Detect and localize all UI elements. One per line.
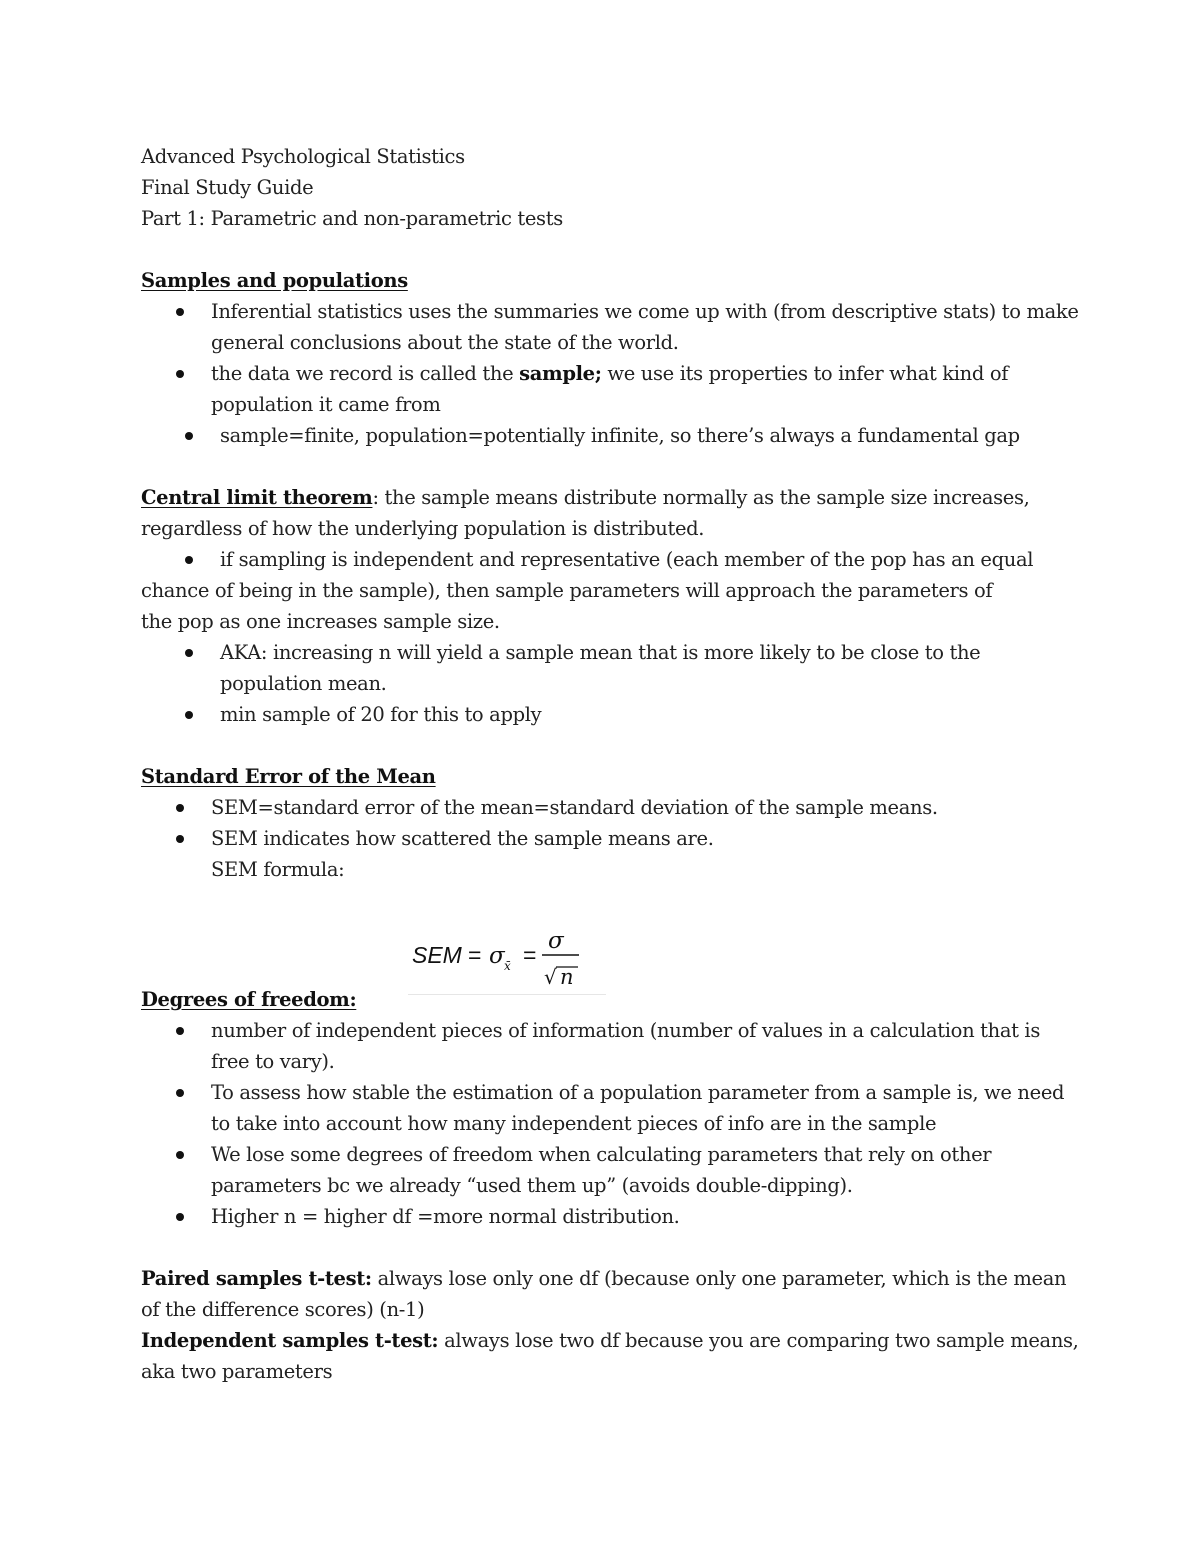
clt-bullet-1-line-3: the pop as one increases sample size. bbox=[141, 610, 500, 633]
clt-intro-rest: : the sample means distribute normally as the sample size increases, bbox=[372, 486, 1030, 509]
sp-bullet-1-line-1: Inferential statistics uses the summaries we come up with (from descriptive stats) to make bbox=[211, 300, 1079, 323]
bullet-icon bbox=[176, 1213, 184, 1221]
sem-formula-label: SEM formula: bbox=[211, 858, 345, 881]
formula-equals-2: = bbox=[523, 942, 537, 968]
bullet-icon bbox=[176, 1151, 184, 1159]
sem-bullet-2: SEM indicates how scattered the sample means are. bbox=[211, 827, 714, 850]
sp-bullet-3: sample=finite, population=potentially infinite, so there’s always a fundamental gap bbox=[220, 424, 1020, 447]
sem-bullet-1: SEM=standard error of the mean=standard deviation of the sample means. bbox=[211, 796, 938, 819]
sample-term: sample; bbox=[519, 362, 602, 385]
clt-bullet-2-line-1: AKA: increasing n will yield a sample mean that is more likely to be close to the bbox=[220, 641, 981, 664]
formula-subscript: x̄ bbox=[504, 959, 511, 973]
part-title: Part 1: Parametric and non-parametric tests bbox=[141, 207, 563, 230]
formula-lhs: SEM bbox=[412, 942, 462, 968]
df-heading: Degrees of freedom: bbox=[141, 988, 357, 1011]
df-bullet-1-line-1: number of independent pieces of information (number of values in a calculation that is bbox=[211, 1019, 1040, 1042]
bullet-icon bbox=[185, 649, 193, 657]
clt-intro-line-2: regardless of how the underlying population is distributed. bbox=[141, 517, 705, 540]
bullet-icon bbox=[176, 370, 184, 378]
sp-bullet-2-line-2: population it came from bbox=[211, 393, 441, 416]
df-bullet-1-line-2: free to vary). bbox=[211, 1050, 335, 1073]
formula-radical: √ bbox=[544, 965, 557, 989]
df-bullet-2-line-2: to take into account how many independent pieces of info are in the sample bbox=[211, 1112, 937, 1135]
clt-bullet-2-line-2: population mean. bbox=[220, 672, 387, 695]
course-title: Advanced Psychological Statistics bbox=[141, 145, 465, 168]
paired-ttest-label: Paired samples t-test: bbox=[141, 1267, 372, 1290]
independent-ttest-line-1 bbox=[141, 1325, 1079, 1356]
bullet-icon bbox=[176, 1027, 184, 1035]
bullet-icon bbox=[176, 308, 184, 316]
clt-heading: Central limit theorem bbox=[141, 486, 373, 509]
df-bullet-3-line-2: parameters bc we already “used them up” (avoids double-dipping). bbox=[211, 1174, 853, 1197]
df-bullet-4: Higher n = higher df =more normal distribution. bbox=[211, 1205, 680, 1228]
clt-bullet-1-line-1: if sampling is independent and representative (each member of the pop has an equal bbox=[220, 548, 1034, 571]
paired-ttest-text: always lose only one df (because only one parameter, which is the mean bbox=[371, 1267, 1067, 1290]
sp-bullet-1-line-2: general conclusions about the state of the world. bbox=[211, 331, 679, 354]
formula-sigma: σ bbox=[489, 943, 505, 969]
bullet-icon bbox=[185, 432, 193, 440]
independent-ttest-label: Independent samples t-test: bbox=[141, 1329, 439, 1352]
bullet-icon bbox=[176, 835, 184, 843]
bullet-icon bbox=[176, 1089, 184, 1097]
formula-numerator: σ bbox=[548, 928, 564, 954]
bullet-icon bbox=[185, 711, 193, 719]
independent-ttest-text: always lose two df because you are comparing two sample means, bbox=[438, 1329, 1079, 1352]
sp-bullet-2-pre: the data we record is called the bbox=[211, 362, 520, 385]
bullet-icon bbox=[176, 804, 184, 812]
clt-intro-line-1 bbox=[141, 482, 1029, 513]
formula-denominator: n bbox=[560, 965, 574, 989]
paired-ttest-line-2: of the difference scores) (n-1) bbox=[141, 1298, 425, 1321]
paired-ttest-line-1 bbox=[141, 1263, 1066, 1294]
df-bullet-2-line-1: To assess how stable the estimation of a population parameter from a sample is, we need bbox=[211, 1081, 1065, 1104]
df-bullet-3-line-1: We lose some degrees of freedom when calculating parameters that rely on other bbox=[211, 1143, 992, 1166]
formula-divider bbox=[408, 994, 606, 995]
clt-bullet-3: min sample of 20 for this to apply bbox=[220, 703, 542, 726]
formula-equals-1: = bbox=[468, 942, 482, 968]
sp-bullet-2-post: we use its properties to infer what kind of bbox=[601, 362, 1009, 385]
independent-ttest-line-2: aka two parameters bbox=[141, 1360, 333, 1383]
guide-title: Final Study Guide bbox=[141, 176, 314, 199]
bullet-icon bbox=[185, 556, 193, 564]
samples-populations-heading: Samples and populations bbox=[141, 269, 408, 292]
clt-bullet-1-line-2: chance of being in the sample), then sample parameters will approach the parameters of bbox=[141, 579, 993, 602]
sem-heading: Standard Error of the Mean bbox=[141, 765, 436, 788]
sp-bullet-2-line-1 bbox=[211, 358, 1008, 389]
sem-formula bbox=[407, 920, 607, 998]
